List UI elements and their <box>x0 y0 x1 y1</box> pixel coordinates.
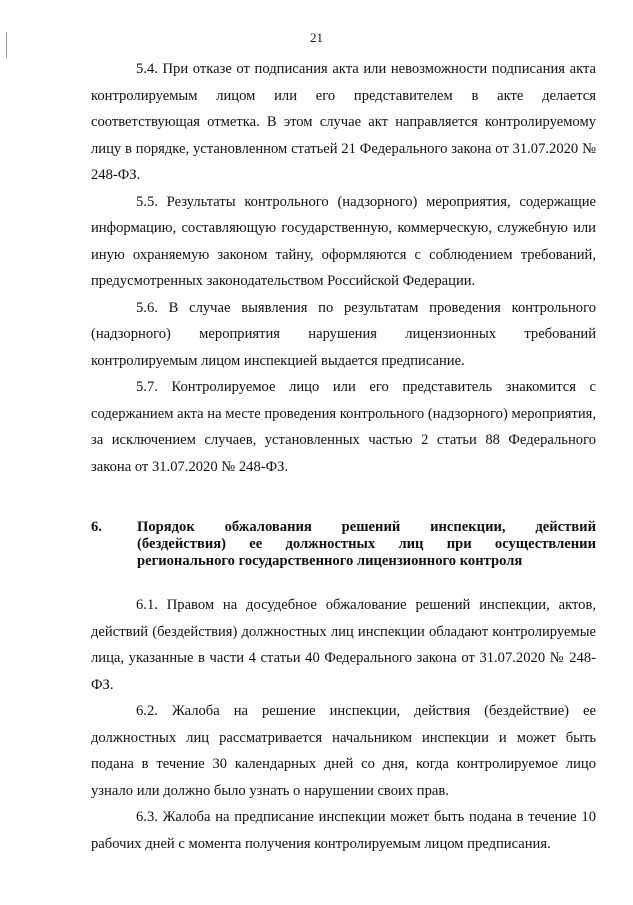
document-body <box>91 56 596 857</box>
section-title <box>137 519 596 570</box>
paragraph-5-6: 5.6. В случае выявления по результатам проведения контрольного (надзорного) мероприятия нарушения лицензионных требований контролируемым лицом инспекцией выдается предписание. <box>91 299 596 369</box>
page-number: 21 <box>310 30 323 45</box>
section-title-line-2: (бездействия) ее должностных лиц при осуществлении <box>137 536 596 552</box>
paragraph-6-2: 6.2. Жалоба на решение инспекции, действия (бездействие) ее должностных лиц рассматривается начальником инспекции и может быть подана в течение 30 календарных дней со дня, когда контролируемое лицо узнало или должно было узнать о нарушении своих прав. <box>91 703 596 799</box>
paragraph-5-4: 5.4. При отказе от подписания акта или невозможности подписания акта контролируемым лицом или его представителем в акте делается соответствующая отметка. В этом случае акт направляется контролируемому лицу в порядке, установленном статьей 21 Федерального закона от 31.07.2020 № 248-ФЗ. <box>91 61 596 183</box>
section-number: 6. <box>91 519 102 535</box>
section-6-heading <box>91 519 596 570</box>
section-title-line-1: Порядок обжалования решений инспекции, действий <box>137 519 596 535</box>
section-title-line-3: регионального государственного лицензионного контроля <box>137 553 523 569</box>
paragraph-6-3: 6.3. Жалоба на предписание инспекции может быть подана в течение 10 рабочих дней с момента получения контролируемым лицом предписания. <box>91 809 596 852</box>
paragraph-6-1: 6.1. Правом на досудебное обжалование решений инспекции, актов, действий (бездействия) должностных лиц инспекции обладают контролируемые лица, указанные в части 4 статьи 40 Федерального закона от 31.07.2020 № 248-ФЗ. <box>91 597 596 693</box>
paragraph-5-5: 5.5. Результаты контрольного (надзорного) мероприятия, содержащие информацию, составляющую государственную, коммерческую, служебную или иную охраняемую законом тайну, оформляются с соблюдением требований, предусмотренных законодательством Российской Федерации. <box>91 193 596 289</box>
paragraph-5-7: 5.7. Контролируемое лицо или его представитель знакомится с содержанием акта на месте проведения контрольного (надзорного) мероприятия, за исключением случаев, установленных частью 2 статьи 88 Федерального закона от 31.07.2020 № 248-ФЗ. <box>91 379 596 475</box>
